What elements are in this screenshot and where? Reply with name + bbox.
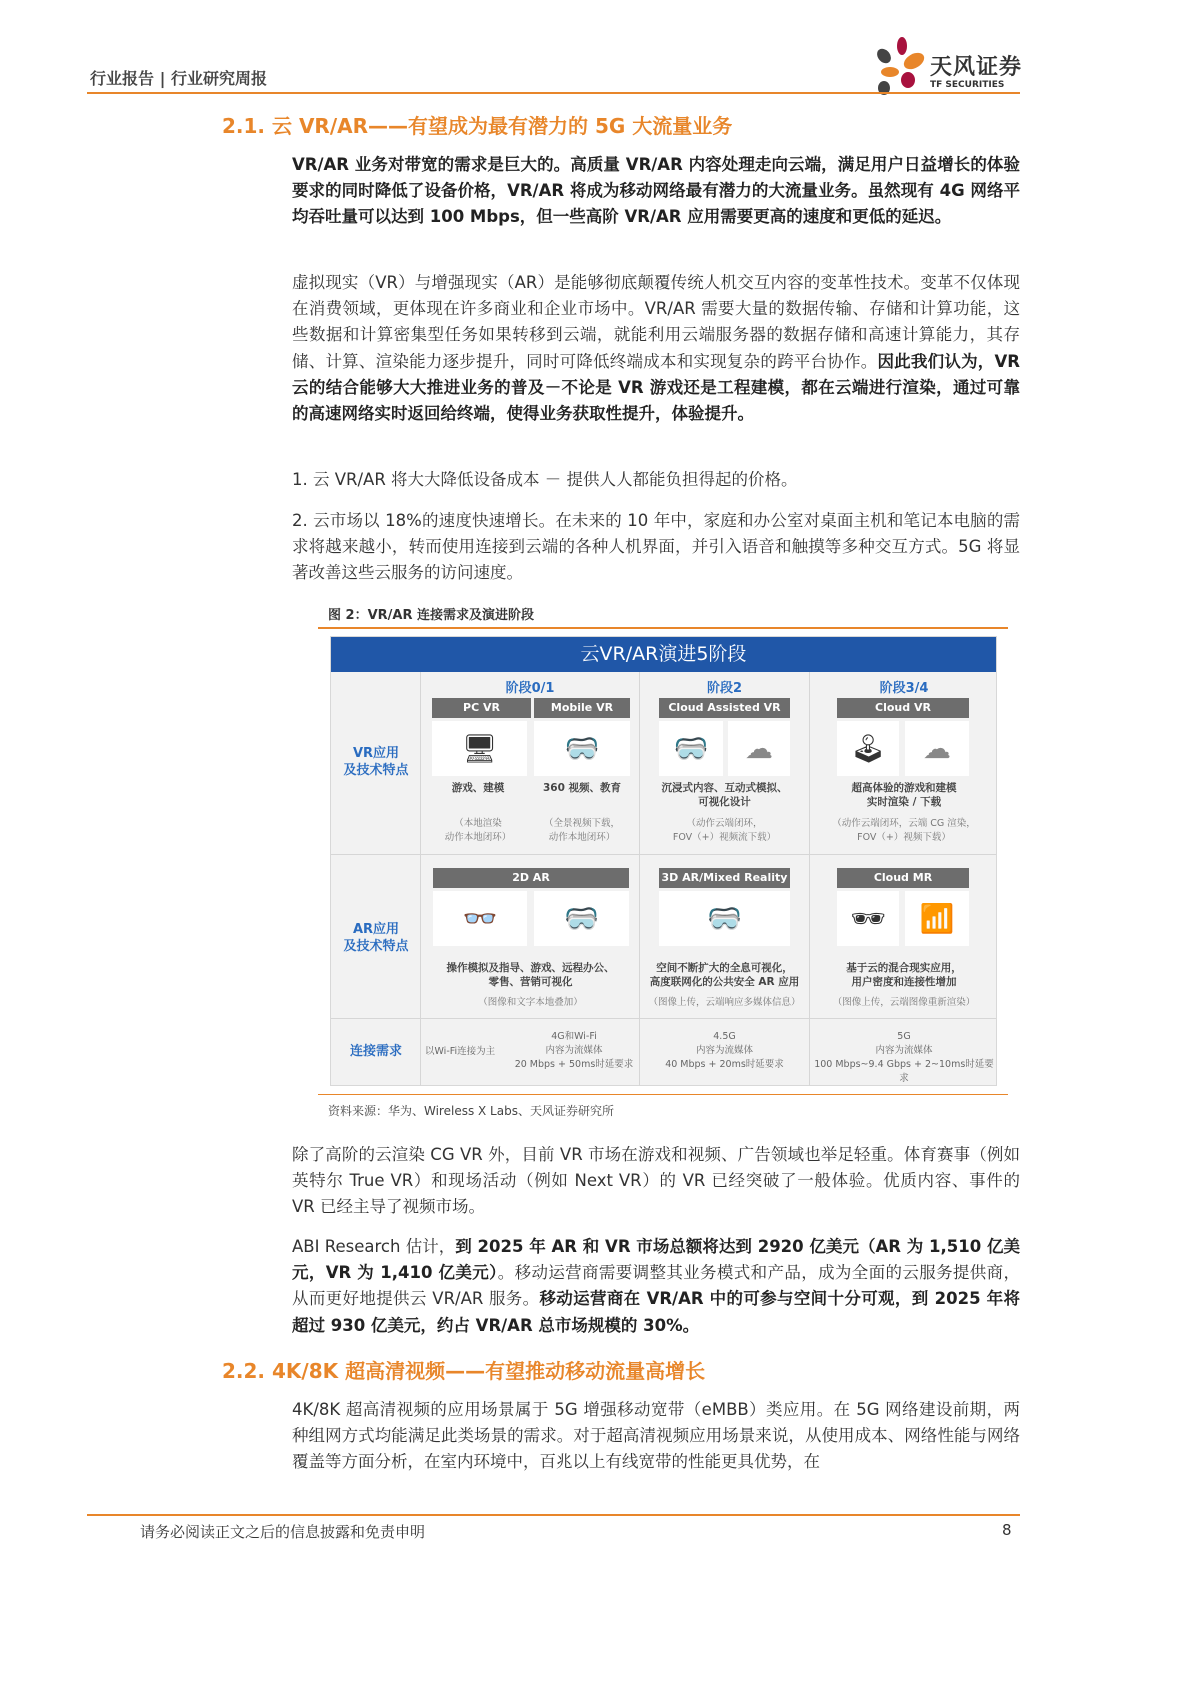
bold-text: 到 2025 年 AR 和 VR 市场总额将达到 2920 亿美元（AR 为 1,510 亿美元，VR 为 1,410 亿美元） [292, 1237, 1020, 1283]
figure-source: 资料来源：华为、Wireless X Labs、天风证券研究所 [328, 1104, 614, 1118]
paragraph-summary [292, 152, 1020, 231]
stage-label: 阶段2 [706, 681, 743, 696]
caption: 基于云的混合现实应用， 用户密度和连接性增加 [846, 962, 962, 988]
note: （全景视频下载， 动作本地闭环） [543, 818, 620, 843]
caption: 超高体验的游戏和建模 实时渲染 / 下载 [851, 782, 957, 808]
mr-headset-image: 🥽 [659, 891, 790, 946]
row-label-ar: AR应用 及技术特点 [343, 922, 409, 954]
cloud-icon: ☁ [728, 721, 790, 776]
ar-glasses-image: 👓 [433, 891, 527, 946]
note: （图像上传，云端响应多媒体信息） [648, 997, 801, 1008]
figure-bottom-divider [318, 1094, 1008, 1095]
figure-divider [318, 627, 1008, 629]
company-logo: 天风证券 TF SECURITIES [872, 36, 1022, 96]
note: （本地渲染 动作本地闭环） [444, 818, 512, 843]
network-requirement: 4G和Wi-Fi 内容为流媒体 20 Mbps + 50ms时延要求 [514, 1031, 634, 1070]
network-requirement: 以Wi-Fi连接为主 [425, 1046, 496, 1057]
tag-cloud-mr: Cloud MR [837, 868, 969, 888]
wireless-chip-icon: 📶 [905, 891, 969, 946]
caption: 空间不断扩大的全息可视化， 高度联网化的公共安全 AR 应用 [649, 962, 800, 988]
flower-logo-icon [872, 36, 928, 96]
cloud-download-icon: ☁ [905, 721, 969, 776]
sunglasses-image: 🕶 [837, 891, 899, 946]
section-heading-2-1: 2.1. 云 VR/AR——有望成为最有潜力的 5G 大流量业务 [222, 114, 733, 138]
vr-gamer-image: 🕹 [837, 721, 899, 776]
caption: 360 视频、教育 [542, 782, 622, 794]
stage-label: 阶段3/4 [879, 681, 929, 696]
note: （动作云端闭环，云端 CG 渲染， FOV（+）视频下载） [832, 818, 976, 843]
pc-vr-image: 🖥 [432, 721, 527, 776]
network-requirement: 5G 内容为流媒体 100 Mbps~9.4 Gbps + 2~10ms时延要求 [814, 1031, 994, 1084]
report-header: 行业报告 | 行业研究周报 [90, 69, 267, 88]
network-requirement: 4.5G 内容为流媒体 40 Mbps + 20ms时延要求 [665, 1031, 784, 1070]
header-divider [87, 92, 1020, 94]
bold-text: 移动运营商在 VR/AR 中的可参与空间十分可观，到 2025 年将超过 930 亿美元，约占 VR/AR 总市场规模的 30%。 [292, 1289, 1020, 1335]
figure-caption: 图 2：VR/AR 连接需求及演进阶段 [328, 608, 534, 623]
bold-text: VR/AR 业务对带宽的需求是巨大的。高质量 VR/AR 内容处理走向云端，满足用户日益增长的体验要求的同时降低了设备价格，VR/AR 将成为移动网络最有潜力的大流量业务。虽然现有 4G 网络平均吞吐量可以达到 100 Mbps，但一些高阶 VR/AR 应用需要更高的速度和更低的延迟。 [292, 155, 1020, 227]
footer-divider [87, 1514, 1020, 1516]
caption: 操作模拟及指导、游戏、远程办公、 零售、营销可视化 [446, 962, 615, 988]
text: 虚拟现实（VR）与增强现实（AR）是能够彻底颠覆传统人机交互内容的变革性技术。变革不仅体现在消费领域，更体现在许多商业和企业市场中。VR/AR 需要大量的数据传输、存储和计算功能，这些数据和计算密集型任务如果转移到云端，就能利用云端服务器的数据存储和高速计算能力，其存储、计算、渲染能力逐步提升，同时可降低终端成本和实现复杂的跨平台协作。 [292, 273, 1020, 371]
vr-headset-image: 🥽 [659, 721, 723, 776]
page-number: 8 [1002, 1521, 1012, 1539]
list-item-1: 1. 云 VR/AR 将大大降低设备成本 － 提供人人都能负担得起的价格。 [292, 470, 798, 489]
row-label-vr: VR应用 及技术特点 [343, 746, 409, 778]
tag-mobile-vr: Mobile VR [534, 698, 630, 718]
tag-cloud-assisted-vr: Cloud Assisted VR [659, 698, 790, 718]
section-heading-2-2: 2.2. 4K/8K 超高清视频——有望推动移动流量高增长 [222, 1359, 706, 1383]
footer-disclaimer: 请务必阅读正文之后的信息披露和免责申明 [140, 1523, 426, 1541]
caption: 游戏、建模 [451, 782, 505, 794]
text: ABI Research 估计， [292, 1237, 456, 1256]
paragraph-vr-market: 除了高阶的云渲染 CG VR 外，目前 VR 市场在游戏和视频、广告领域也举足轻重。体育赛事（例如英特尔 True VR）和现场活动（例如 Next VR）的 VR 已经突破了一般体验。优质内容、事件的 VR 已经主导了视频市场。 [292, 1145, 1020, 1217]
paragraph-vr-ar [292, 270, 1020, 427]
figure-title: 云VR/AR演进5阶段 [331, 637, 996, 672]
note: （图像和文字本地叠加） [478, 997, 583, 1008]
row-label-network: 连接需求 [349, 1044, 402, 1059]
paragraph-4k8k: 4K/8K 超高清视频的应用场景属于 5G 增强移动宽带（eMBB）类应用。在 5G 网络建设前期，两种组网方式均能满足此类场景的需求。对于超高清视频应用场景来说，从使用成本、网络性能与网络覆盖等方面分析，在室内环境中，百兆以上有线宽带的性能更具优势，在 [292, 1400, 1020, 1472]
paragraph-abi-research [292, 1234, 1020, 1339]
tag-2d-ar: 2D AR [433, 868, 629, 888]
caption: 沉浸式内容、互动式模拟、 可视化设计 [661, 782, 788, 808]
mobile-vr-headset-image: 🥽 [534, 721, 630, 776]
tag-pc-vr: PC VR [432, 698, 531, 718]
bold-text: 因此我们认为，VR 云的结合能够大大推进业务的普及－不论是 VR 游戏还是工程建模，都在云端进行渲染，通过可靠的高速网络实时返回给终端，使得业务获取性提升，体验提升。 [292, 351, 1020, 424]
stage-label: 阶段0/1 [505, 681, 555, 696]
ar-headset-image: 🥽 [534, 891, 629, 946]
note: （动作云端闭环， FOV（+）视频流下载） [672, 818, 777, 843]
text: 。移动运营商需要调整其业务模式和产品，成为全面的云服务提供商，从而更好地提供云 VR/AR 服务。 [292, 1263, 1021, 1309]
tag-cloud-vr: Cloud VR [837, 698, 969, 718]
tag-3d-ar-mr: 3D AR/Mixed Reality [659, 868, 790, 888]
list-item-2: 2. 云市场以 18%的速度快速增长。在未来的 10 年中，家庭和办公室对桌面主机和笔记本电脑的需求将越来越小，转而使用连接到云端的各种人机界面，并引入语音和触摸等多种交互方式。5G 将显著改善这些云服务的访问速度。 [292, 511, 1020, 583]
note: （图像上传，云端图像重新渲染） [832, 997, 976, 1008]
vr-ar-stage-figure [330, 636, 997, 1086]
